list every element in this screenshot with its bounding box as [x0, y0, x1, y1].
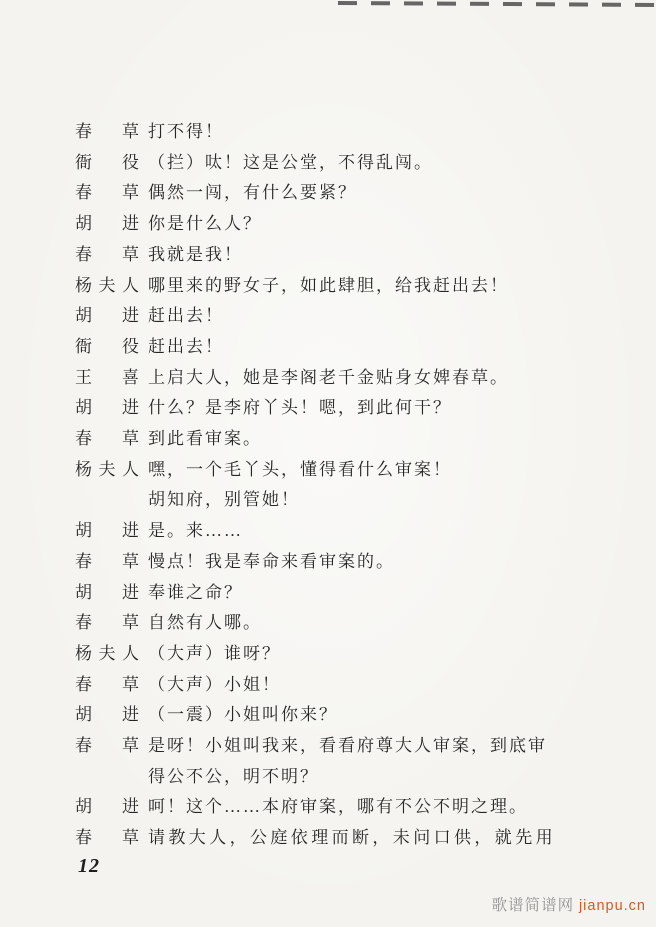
dialogue-text-line: 慢点！我是奉命来看审案的。: [148, 551, 395, 571]
dialogue-text-line: 胡知府，别管她！: [148, 490, 300, 510]
dialogue-text-col: [148, 731, 547, 792]
page-edge-dashed-line: [338, 1, 656, 7]
dialogue-entry: [0, 578, 656, 609]
dialogue-entry: [0, 547, 656, 578]
dialogue-text-line: 哪里来的野女子，如此肆胆，给我赶出去！: [148, 275, 509, 295]
dialogue-entry: [0, 117, 656, 148]
dialogue-text-col: [148, 424, 262, 455]
dialogue-text-line: 得公不公，明不明？: [148, 766, 319, 786]
dialogue-text-line: 到此看审案。: [148, 429, 262, 449]
dialogue-text-col: [148, 301, 224, 332]
dialogue-entry: [0, 823, 656, 854]
dialogue-text-col: [148, 639, 281, 670]
dialogue-text-line: 打不得！: [148, 122, 224, 141]
dialogue-text-col: [148, 148, 433, 179]
dialogue-text-col: [148, 578, 243, 609]
speaker-name: 杨夫人: [75, 459, 139, 479]
dialogue-entry: [0, 240, 656, 271]
watermark-site-url: jianpu.cn: [578, 898, 646, 914]
dialogue-text-line: （拦）呔！这是公堂，不得乱闯。: [148, 152, 433, 172]
speaker-name: 王喜: [75, 367, 139, 387]
dialogue-text-line: 是。来……: [148, 521, 243, 541]
watermark-site-name: 歌谱简谱网: [491, 897, 575, 914]
dialogue-entry: [0, 363, 656, 394]
speaker-name: 胡进: [75, 797, 139, 817]
dialogue-text-line: 请教大人，公庭依理而断，未问口供，就先用: [148, 828, 556, 848]
dialogue-text-line: 你是什么人？: [148, 214, 262, 234]
speaker-name: 胡进: [75, 306, 139, 326]
speaker-name: 胡进: [75, 705, 139, 725]
dialogue-text-col: [148, 393, 452, 424]
dialogue-text-line: 什么？是李府丫头！嗯，到此何干？: [148, 398, 452, 418]
dialogue-text-col: [148, 823, 556, 854]
speaker-name: 胡进: [75, 398, 139, 418]
dialogue-text-col: [148, 700, 338, 731]
speaker-name: 杨夫人: [75, 275, 139, 295]
dialogue-text-line: 是呀！小姐叫我来，看看府尊大人审案，到底审: [148, 736, 547, 756]
dialogue-text-col: [148, 608, 262, 639]
dialogue-text-col: [148, 792, 528, 823]
speaker-name: 胡进: [75, 214, 139, 234]
dialogue-entry: [0, 209, 656, 240]
speaker-name: 春草: [75, 429, 139, 449]
dialogue-entry: [0, 424, 656, 455]
dialogue-entry: [0, 608, 656, 639]
dialogue-text-line: 呵！这个……本府审案，哪有不公不明之理。: [148, 797, 528, 817]
page-number: 12: [78, 855, 100, 877]
dialogue-text-col: [148, 332, 224, 363]
dialogue-text-line: 嘿，一个毛丫头，懂得看什么审案！: [148, 459, 452, 479]
dialogue-entry: [0, 178, 656, 209]
dialogue-text-col: [148, 516, 243, 547]
dialogue-text-col: [148, 178, 357, 209]
dialogue-entry: [0, 393, 656, 424]
dialogue-entry: [0, 301, 656, 332]
dialogue-text-line: （大声）谁呀？: [148, 643, 281, 663]
dialogue-text-line: （大声）小姐！: [148, 674, 281, 694]
dialogue-text-line: 赶出去！: [148, 306, 224, 326]
speaker-name: 杨夫人: [75, 643, 139, 663]
speaker-name: 春草: [75, 244, 139, 264]
dialogue-text-col: [148, 209, 262, 240]
dialogue-text-line: 奉谁之命？: [148, 582, 243, 602]
dialogue-text-col: [148, 363, 509, 394]
dialogue-text-col: [148, 117, 224, 148]
dialogue-entry: [0, 731, 656, 792]
dialogue-entry: [0, 516, 656, 547]
dialogue-entry: [0, 670, 656, 701]
speaker-name: 胡进: [75, 521, 139, 541]
dialogue-entry: [0, 455, 656, 516]
dialogue-entry: [0, 148, 656, 179]
dialogue-text-line: 我就是我！: [148, 244, 243, 264]
dialogue-text-line: 偶然一闯，有什么要紧？: [148, 183, 357, 203]
speaker-name: 春草: [75, 122, 139, 141]
speaker-name: 春草: [75, 613, 139, 633]
watermark: [492, 893, 646, 915]
dialogue-entry: [0, 639, 656, 670]
speaker-name: 春草: [75, 183, 139, 203]
dialogue-text-line: 自然有人哪。: [148, 613, 262, 633]
dialogue-entry: [0, 700, 656, 731]
dialogue-list: [0, 117, 656, 854]
dialogue-entry: [0, 332, 656, 363]
speaker-name: 春草: [75, 736, 139, 756]
speaker-name: 春草: [75, 828, 139, 848]
dialogue-text-col: [148, 271, 509, 302]
dialogue-entry: [0, 792, 656, 823]
dialogue-text-col: [148, 547, 395, 578]
speaker-name: 衙役: [75, 336, 139, 356]
dialogue-text-col: [148, 670, 281, 701]
dialogue-text-col: [148, 455, 452, 516]
speaker-name: 衙役: [75, 152, 139, 172]
speaker-name: 春草: [75, 674, 139, 694]
dialogue-entry: [0, 271, 656, 302]
dialogue-text-line: （一震）小姐叫你来？: [148, 705, 338, 725]
dialogue-text-col: [148, 240, 243, 271]
dialogue-text-line: 上启大人，她是李阁老千金贴身女婢春草。: [148, 367, 509, 387]
dialogue-text-line: 赶出去！: [148, 336, 224, 356]
speaker-name: 春草: [75, 551, 139, 571]
speaker-name: 胡进: [75, 582, 139, 602]
